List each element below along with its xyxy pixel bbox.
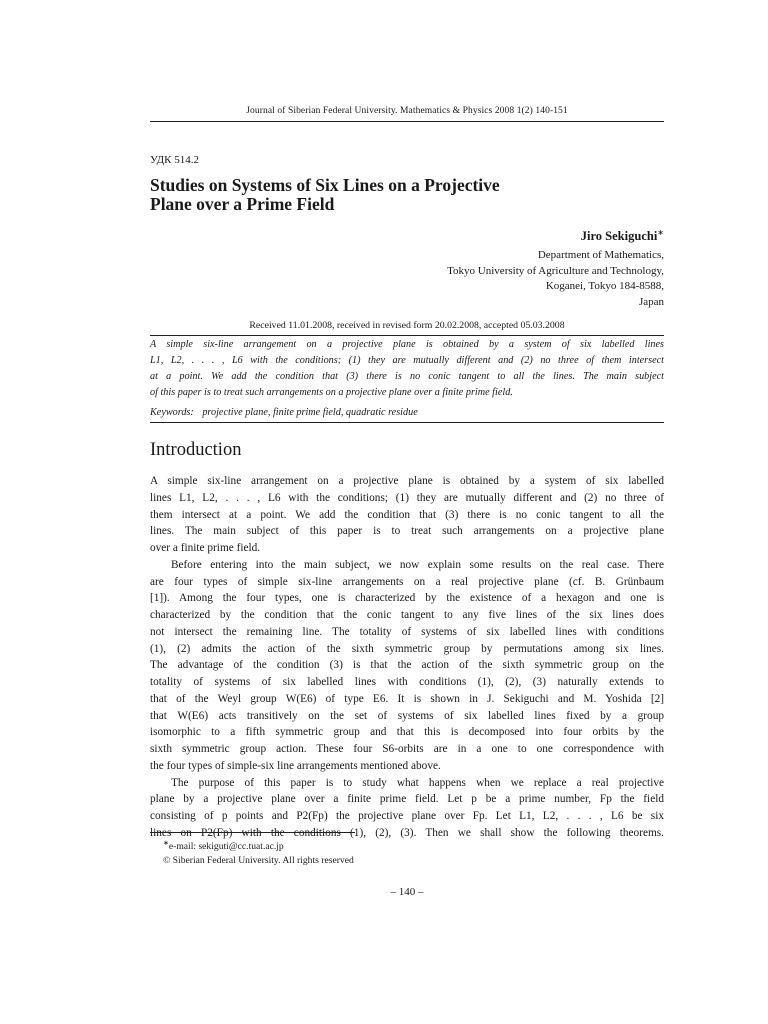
- author-name: [447, 228, 664, 244]
- body-line: are four types of simple six-line arrangements on a real projective plane (cf. B. Grünbaum: [150, 575, 664, 588]
- running-head: Journal of Siberian Federal University. Mathematics & Physics 2008 1(2) 140-151: [246, 106, 568, 116]
- abstract-bottom-rule: [150, 422, 664, 423]
- abstract-line: of this paper is to treat such arrangements on a projective plane over a finite prime field.: [150, 387, 513, 398]
- title-line: Plane over a Prime Field: [150, 194, 335, 214]
- title-line: Studies on Systems of Six Lines on a Projective: [150, 175, 500, 195]
- body-line: A simple six-line arrangement on a projective plane is obtained by a system of six labelled: [150, 475, 664, 487]
- affiliation-line: Koganei, Tokyo 184-8588,: [545, 280, 664, 293]
- abstract-line: at a point. We add the condition that (3) there is no conic tangent to all the lines. The main subject: [150, 371, 664, 382]
- abstract-top-rule: [150, 335, 664, 336]
- footnote-copyright: © Siberian Federal University. All rights reserved: [163, 855, 354, 867]
- keywords-label: Keywords:: [150, 407, 194, 418]
- abstract-line: A simple six-line arrangement on a projective plane is obtained by a system of six labelled lines: [150, 339, 664, 350]
- footnote-mark: ∗: [163, 839, 169, 847]
- section-heading-introduction: Introduction: [150, 440, 242, 460]
- body-line: sixth symmetric group action. These four S6-orbits are in a one to one correspondence with: [150, 743, 664, 755]
- author-footnote-mark: ∗: [657, 228, 664, 237]
- header-rule: [150, 121, 664, 122]
- keywords-list: projective plane, finite prime field, quadratic residue: [202, 407, 418, 418]
- body-line: not intersect the remaining line. The totality of systems of six labelled lines with conditions: [150, 625, 664, 638]
- body-line: lines on P2(Fp) with the conditions (1), (2), (3). Then we shall show the following theorems.: [150, 826, 664, 839]
- footnote-email: [163, 836, 354, 854]
- author-name-text: Jiro Sekiguchi: [580, 229, 658, 244]
- body-line: that W(E6) acts transitively on the set of systems of six labelled lines fixed by a group: [150, 709, 664, 722]
- affiliation-line: Tokyo University of Agriculture and Technology,: [447, 264, 664, 277]
- body-line: isomorphic to a fifth symmetric group and that this is decomposed into four orbits by the: [150, 726, 664, 739]
- body-line: lines. The main subject of this paper is to treat such arrangements on a projective plane: [150, 525, 664, 538]
- keywords: [150, 407, 418, 418]
- body-line: The purpose of this paper is to study what happens when we replace a real projective: [171, 776, 664, 789]
- body-line: consisting of p points and P2(Fp) the projective plane over Fp. Let L1, L2, . . . , L6 be six: [150, 810, 664, 822]
- introduction-body: [150, 473, 664, 842]
- body-line: totality of systems of six labelled lines with conditions (1), (2), (3) naturally extends to: [150, 676, 664, 688]
- udk-code: УДК 514.2: [150, 154, 200, 166]
- body-line: Before entering into the main subject, we now explain some results on the real case. There: [171, 558, 664, 571]
- body-line: (1), (2) admits the action of the sixth symmetric group by permutations among six lines.: [150, 642, 664, 655]
- page-number: – 140 –: [390, 886, 424, 898]
- body-line: that of the Weyl group W(E6) of type E6. It is shown in J. Sekiguchi and M. Yoshida [2]: [150, 692, 664, 705]
- body-line: over a finite prime field.: [150, 542, 261, 554]
- affiliation-line: Japan: [638, 295, 664, 308]
- body-line: plane by a projective plane over a finite prime field. Let p be a prime number, Fp the field: [150, 793, 664, 806]
- body-line: them intersect at a point. We add the condition that (3) there is no conic tangent to all the: [150, 508, 664, 521]
- footnote-email-text: e-mail: sekiguti@cc.tuat.ac.jp: [168, 841, 284, 853]
- body-line: lines L1, L2, . . . , L6 with the conditions; (1) they are mutually different and (2) no three of: [150, 491, 664, 504]
- affiliation-line: Department of Mathematics,: [537, 249, 664, 262]
- article-title: [150, 176, 650, 214]
- author-block: [447, 228, 664, 310]
- body-line: the four types of simple-six line arrangements mentioned above.: [150, 759, 441, 772]
- footnote-rule: [150, 832, 355, 833]
- body-line: [1]). Among the four types, one is characterized by the existence of a hexagon and one is: [150, 592, 664, 605]
- abstract-line: L1, L2, . . . , L6 with the conditions; (1) they are mutually different and (2) no three of them intersect: [150, 355, 664, 366]
- abstract: [150, 337, 664, 401]
- received-dates: Received 11.01.2008, received in revised form 20.02.2008, accepted 05.03.2008: [249, 320, 565, 331]
- body-line: characterized by the condition that the conic tangent to any five lines of the six lines does: [150, 609, 664, 621]
- body-line: The advantage of the condition (3) is that the action of the sixth symmetric group on the: [150, 659, 664, 672]
- footnotes: [163, 836, 354, 868]
